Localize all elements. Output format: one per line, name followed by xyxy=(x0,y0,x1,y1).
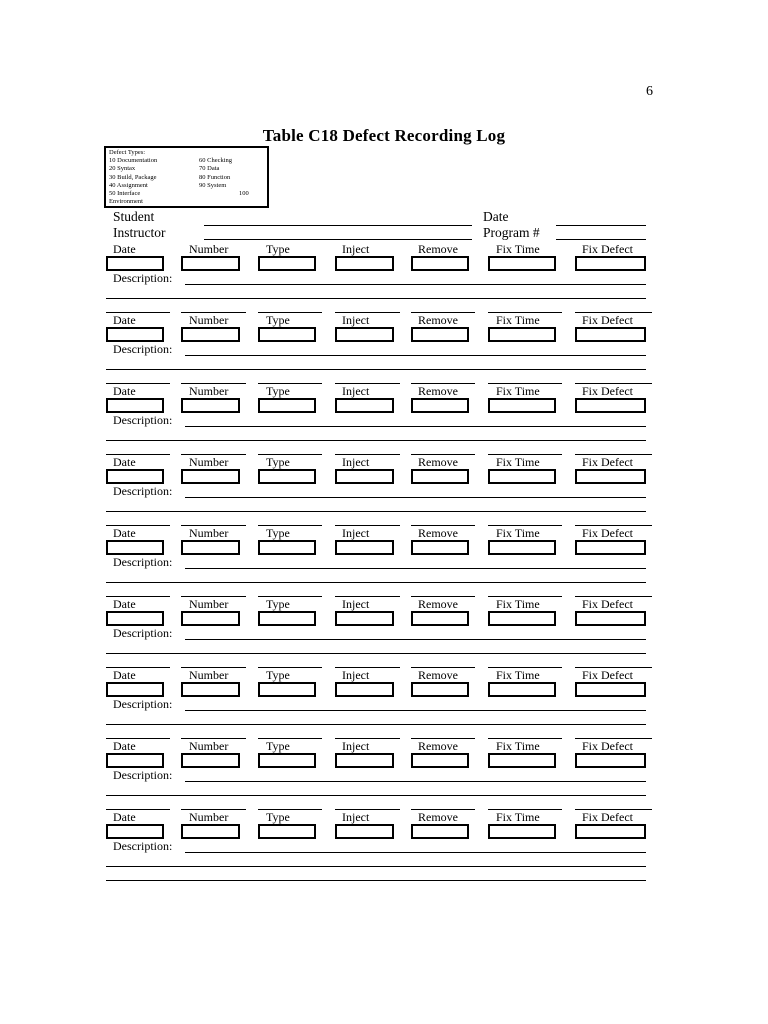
student-label: Student xyxy=(113,209,155,224)
date-input-box[interactable] xyxy=(106,469,164,484)
remove-input-box[interactable] xyxy=(411,753,469,768)
date-input-box[interactable] xyxy=(106,327,164,342)
fix-defect-input-box[interactable] xyxy=(575,540,646,555)
col-label-inject: Inject xyxy=(342,242,370,256)
defect-entry xyxy=(0,242,768,313)
col-label-date: Date xyxy=(113,384,136,398)
col-label-fix-time: Fix Time xyxy=(496,739,540,753)
number-input-box[interactable] xyxy=(181,469,240,484)
col-label-fix-time: Fix Time xyxy=(496,384,540,398)
remove-input-box[interactable] xyxy=(411,611,469,626)
inject-input-box[interactable] xyxy=(335,753,394,768)
remove-input-box[interactable] xyxy=(411,682,469,697)
number-input-box[interactable] xyxy=(181,327,240,342)
legend-row: 10 Documentation 60 Checking xyxy=(109,157,233,165)
date-label: Date xyxy=(483,209,509,224)
col-label-date: Date xyxy=(113,739,136,753)
fix-defect-input-box[interactable] xyxy=(575,398,646,413)
description-line[interactable] xyxy=(185,355,646,356)
col-label-date: Date xyxy=(113,455,136,469)
col-label-number: Number xyxy=(189,242,229,256)
number-input-box[interactable] xyxy=(181,256,240,271)
type-input-box[interactable] xyxy=(258,469,316,484)
col-label-fix-time: Fix Time xyxy=(496,597,540,611)
col-label-date: Date xyxy=(113,526,136,540)
legend-row: Environment xyxy=(109,198,143,206)
fix-time-input-box[interactable] xyxy=(488,753,556,768)
col-label-inject: Inject xyxy=(342,384,370,398)
student-field[interactable] xyxy=(204,225,472,226)
col-label-fix-time: Fix Time xyxy=(496,668,540,682)
type-input-box[interactable] xyxy=(258,824,316,839)
col-label-fix-defect: Fix Defect xyxy=(582,455,633,469)
description-line[interactable] xyxy=(106,440,646,441)
col-label-fix-defect: Fix Defect xyxy=(582,810,633,824)
col-label-remove: Remove xyxy=(418,313,458,327)
col-label-date: Date xyxy=(113,313,136,327)
fix-defect-input-box[interactable] xyxy=(575,753,646,768)
type-input-box[interactable] xyxy=(258,327,316,342)
remove-input-box[interactable] xyxy=(411,327,469,342)
col-label-type: Type xyxy=(266,242,290,256)
remove-input-box[interactable] xyxy=(411,469,469,484)
description-label: Description: xyxy=(113,342,173,356)
col-label-number: Number xyxy=(189,597,229,611)
col-label-inject: Inject xyxy=(342,739,370,753)
remove-input-box[interactable] xyxy=(411,824,469,839)
number-input-box[interactable] xyxy=(181,682,240,697)
col-label-type: Type xyxy=(266,597,290,611)
col-label-number: Number xyxy=(189,739,229,753)
col-label-fix-defect: Fix Defect xyxy=(582,384,633,398)
description-line[interactable] xyxy=(106,795,646,796)
col-label-remove: Remove xyxy=(418,668,458,682)
col-label-fix-time: Fix Time xyxy=(496,455,540,469)
col-label-fix-defect: Fix Defect xyxy=(582,313,633,327)
fix-time-input-box[interactable] xyxy=(488,540,556,555)
date-field[interactable] xyxy=(556,225,646,226)
inject-input-box[interactable] xyxy=(335,398,394,413)
inject-input-box[interactable] xyxy=(335,469,394,484)
description-line[interactable] xyxy=(106,880,646,881)
page-title: Table C18 Defect Recording Log xyxy=(262,126,506,145)
description-line[interactable] xyxy=(106,653,646,654)
date-input-box[interactable] xyxy=(106,540,164,555)
fix-time-input-box[interactable] xyxy=(488,824,556,839)
col-label-inject: Inject xyxy=(342,810,370,824)
defect-entry xyxy=(0,668,768,739)
col-label-fix-defect: Fix Defect xyxy=(582,526,633,540)
number-input-box[interactable] xyxy=(181,540,240,555)
type-input-box[interactable] xyxy=(258,611,316,626)
defect-entry xyxy=(0,313,768,384)
col-label-fix-defect: Fix Defect xyxy=(582,242,633,256)
defect-entry xyxy=(0,597,768,668)
date-input-box[interactable] xyxy=(106,753,164,768)
legend-row: 50 Interface 100 xyxy=(109,190,249,198)
description-line[interactable] xyxy=(185,781,646,782)
program-field[interactable] xyxy=(556,239,646,240)
col-label-date: Date xyxy=(113,668,136,682)
inject-input-box[interactable] xyxy=(335,327,394,342)
fix-defect-input-box[interactable] xyxy=(575,256,646,271)
description-line[interactable] xyxy=(106,582,646,583)
number-input-box[interactable] xyxy=(181,398,240,413)
col-label-fix-time: Fix Time xyxy=(496,313,540,327)
col-label-fix-defect: Fix Defect xyxy=(582,668,633,682)
col-label-number: Number xyxy=(189,668,229,682)
description-line[interactable] xyxy=(106,511,646,512)
description-line[interactable] xyxy=(185,852,646,853)
remove-input-box[interactable] xyxy=(411,256,469,271)
instructor-field[interactable] xyxy=(204,239,472,240)
fix-time-input-box[interactable] xyxy=(488,327,556,342)
inject-input-box[interactable] xyxy=(335,611,394,626)
fix-time-input-box[interactable] xyxy=(488,469,556,484)
date-input-box[interactable] xyxy=(106,611,164,626)
fix-defect-input-box[interactable] xyxy=(575,611,646,626)
col-label-fix-time: Fix Time xyxy=(496,810,540,824)
col-label-type: Type xyxy=(266,526,290,540)
inject-input-box[interactable] xyxy=(335,256,394,271)
col-label-fix-time: Fix Time xyxy=(496,242,540,256)
type-input-box[interactable] xyxy=(258,682,316,697)
defect-entry xyxy=(0,384,768,455)
col-label-remove: Remove xyxy=(418,242,458,256)
fix-defect-input-box[interactable] xyxy=(575,327,646,342)
inject-input-box[interactable] xyxy=(335,824,394,839)
col-label-number: Number xyxy=(189,384,229,398)
col-label-inject: Inject xyxy=(342,597,370,611)
col-label-number: Number xyxy=(189,313,229,327)
legend-row: 40 Assignment 90 System xyxy=(109,181,227,189)
fix-time-input-box[interactable] xyxy=(488,398,556,413)
col-label-remove: Remove xyxy=(418,455,458,469)
description-label: Description: xyxy=(113,555,173,569)
fix-time-input-box[interactable] xyxy=(488,256,556,271)
instructor-label: Instructor xyxy=(113,225,166,240)
col-label-type: Type xyxy=(266,313,290,327)
description-label: Description: xyxy=(113,839,173,853)
type-input-box[interactable] xyxy=(258,256,316,271)
col-label-remove: Remove xyxy=(418,739,458,753)
date-input-box[interactable] xyxy=(106,398,164,413)
col-label-date: Date xyxy=(113,242,136,256)
description-line[interactable] xyxy=(185,568,646,569)
col-label-fix-defect: Fix Defect xyxy=(582,597,633,611)
page-number: 6 xyxy=(646,84,653,99)
legend-title: Defect Types: xyxy=(109,149,146,156)
col-label-type: Type xyxy=(266,384,290,398)
number-input-box[interactable] xyxy=(181,824,240,839)
col-label-remove: Remove xyxy=(418,810,458,824)
col-label-type: Type xyxy=(266,810,290,824)
fix-defect-input-box[interactable] xyxy=(575,469,646,484)
col-label-number: Number xyxy=(189,810,229,824)
col-label-type: Type xyxy=(266,668,290,682)
description-line[interactable] xyxy=(106,369,646,370)
col-label-number: Number xyxy=(189,526,229,540)
col-label-inject: Inject xyxy=(342,313,370,327)
remove-input-box[interactable] xyxy=(411,540,469,555)
date-input-box[interactable] xyxy=(106,256,164,271)
remove-input-box[interactable] xyxy=(411,398,469,413)
col-label-fix-time: Fix Time xyxy=(496,526,540,540)
date-input-box[interactable] xyxy=(106,682,164,697)
legend-row: 20 Syntax 70 Data xyxy=(109,165,220,173)
number-input-box[interactable] xyxy=(181,611,240,626)
col-label-inject: Inject xyxy=(342,668,370,682)
fix-time-input-box[interactable] xyxy=(488,611,556,626)
description-line[interactable] xyxy=(185,710,646,711)
fix-time-input-box[interactable] xyxy=(488,682,556,697)
inject-input-box[interactable] xyxy=(335,540,394,555)
defect-entry xyxy=(0,739,768,810)
col-label-remove: Remove xyxy=(418,384,458,398)
description-line[interactable] xyxy=(185,284,646,285)
fix-defect-input-box[interactable] xyxy=(575,682,646,697)
col-label-type: Type xyxy=(266,739,290,753)
description-line[interactable] xyxy=(185,426,646,427)
type-input-box[interactable] xyxy=(258,398,316,413)
defect-entry xyxy=(0,526,768,597)
description-line[interactable] xyxy=(106,298,646,299)
type-input-box[interactable] xyxy=(258,753,316,768)
inject-input-box[interactable] xyxy=(335,682,394,697)
description-label: Description: xyxy=(113,413,173,427)
number-input-box[interactable] xyxy=(181,753,240,768)
col-label-remove: Remove xyxy=(418,597,458,611)
col-label-inject: Inject xyxy=(342,455,370,469)
description-line[interactable] xyxy=(185,497,646,498)
col-label-inject: Inject xyxy=(342,526,370,540)
defect-types-legend xyxy=(104,146,269,208)
fix-defect-input-box[interactable] xyxy=(575,824,646,839)
defect-entry xyxy=(0,455,768,526)
col-label-type: Type xyxy=(266,455,290,469)
col-label-date: Date xyxy=(113,597,136,611)
description-line[interactable] xyxy=(106,724,646,725)
description-line[interactable] xyxy=(185,639,646,640)
col-label-fix-defect: Fix Defect xyxy=(582,739,633,753)
description-line[interactable] xyxy=(106,866,646,867)
col-label-number: Number xyxy=(189,455,229,469)
description-label: Description: xyxy=(113,626,173,640)
program-label: Program # xyxy=(483,225,540,240)
description-label: Description: xyxy=(113,768,173,782)
description-label: Description: xyxy=(113,271,173,285)
legend-row: 30 Build, Package 80 Function xyxy=(109,173,231,181)
date-input-box[interactable] xyxy=(106,824,164,839)
col-label-date: Date xyxy=(113,810,136,824)
description-label: Description: xyxy=(113,697,173,711)
defect-entry xyxy=(0,810,768,881)
type-input-box[interactable] xyxy=(258,540,316,555)
description-label: Description: xyxy=(113,484,173,498)
col-label-remove: Remove xyxy=(418,526,458,540)
